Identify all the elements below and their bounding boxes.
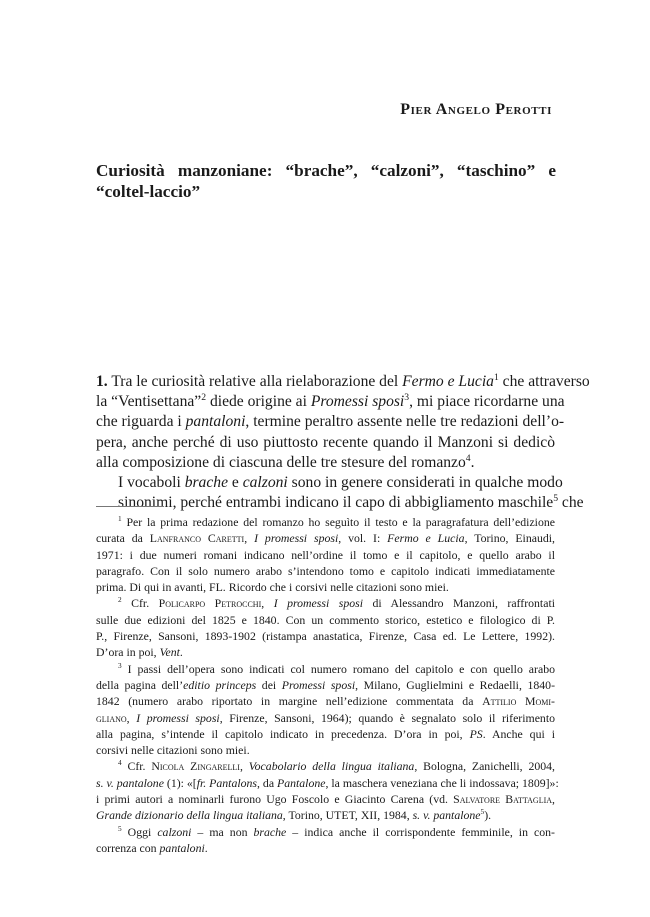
footnote-number: 5 <box>118 823 122 833</box>
footnote-number: 1 <box>118 514 122 524</box>
footnote-line: $^4$ Cfr. Nicola Zingarelli, Vocabolario della lingua italiana, Bologna, Zanichelli, 2004, <box>118 758 555 774</box>
article-title: Curiosità manzoniane: “brache”, “calzoni”, “taschino” e “coltel-laccio” <box>96 161 556 201</box>
footnote-line: P., Firenze, Sansoni, 1893-1902 (ristampa anastatica, Firenze, Casa ed. Le Lettere, 1992). <box>96 629 555 644</box>
footnote-separator <box>96 506 164 507</box>
footnote-4 <box>96 758 559 823</box>
footnote-line: $^1$ Per la prima redazione del romanzo ho seguìto il testo e la paragrafatura dell’edizione <box>118 514 555 529</box>
footnote-line: gliano, I promessi sposi, Firenze, Sansoni, 1964); quando è segnalato solo il riferimento <box>96 710 556 725</box>
article-body <box>96 371 590 513</box>
body-line: che riguarda i pantaloni, termine peraltro assente nelle tre redazioni dell’o- <box>96 413 565 431</box>
footnote-line: $^5$ Oggi calzoni – ma non brache – indica anche il corrispondente femminile, in con- <box>118 823 555 839</box>
body-line: pera, anche perché di uso piuttosto recente quando il Manzoni si dedicò <box>96 433 555 451</box>
article-author: Pier Angelo Perotti <box>400 101 552 118</box>
body-line: alla composizione di ciascuna delle tre stesure del romanzo$^4$. <box>96 452 475 471</box>
footnote-line: $^2$ Cfr. Policarpo Petrocchi, I promessi sposi di Alessandro Manzoni, raffrontati <box>118 595 555 611</box>
body-line: I vocaboli brache e calzoni sono in genere considerati in qualche modo <box>118 474 563 492</box>
footnote-1 <box>96 514 555 595</box>
footnotes <box>96 514 559 856</box>
footnote-line: 1842 (numero arabo riportato in margine nell’edizione commentata da Attilio Momi- <box>96 694 555 709</box>
footnote-line: corsivi nelle citazioni sono miei. <box>96 743 250 758</box>
body-line: la “Ventisettana”$^2$ diede origine ai Promessi sposi$^3$, mi piace ricordarne una <box>96 392 565 411</box>
footnote-line: s. v. pantalone (1): «[fr. Pantalons, da Pantalone, la maschera veneziana che li indossava; 1809]»: <box>96 775 559 790</box>
footnote-line: D’ora in poi, Vent. <box>96 645 183 660</box>
footnote-3 <box>96 661 555 759</box>
footnote-line: paragrafo. Con il solo numero arabo s’intendono tomo e capitolo indicati immediatamente <box>96 563 555 578</box>
footnote-number: 2 <box>118 595 122 605</box>
footnote-line: della pagina dell’editio princeps dei Promessi sposi, Milano, Guglielmini e Redaelli, 1840- <box>96 677 555 692</box>
footnote-line: correnza con pantaloni. <box>96 840 208 855</box>
footnote-5 <box>96 824 555 857</box>
footnote-number: 3 <box>118 660 122 670</box>
body-line: sinonimi, perché entrambi indicano il capo di abbigliamento maschile$^5$ che <box>118 493 584 512</box>
footnote-line: prima. Di qui in avanti, FL. Ricordo che i corsivi nelle citazioni sono miei. <box>96 580 449 595</box>
body-paragraph-2 <box>96 473 584 513</box>
footnote-line: curata da Lanfranco Caretti, I promessi sposi, vol. I: Fermo e Lucia, Torino, Einaudi, <box>96 531 555 546</box>
footnote-number: 4 <box>118 758 122 768</box>
body-paragraph-1 <box>96 371 590 473</box>
footnote-line: alla pagina, s’intende il capitolo indicato in precedenza. D’ora in poi, PS. Anche qui i <box>96 726 555 741</box>
footnote-line: sulle due edizioni del 1825 e 1840. Con un commento storico, estetico e filologico di P. <box>96 612 555 627</box>
footnote-line: $^3$ I passi dell’opera sono indicati col numero romano del capitolo e con quello arabo <box>118 660 555 676</box>
footnote-line: Grande dizionario della lingua italiana, Torino, UTET, XII, 1984, s. v. pantalone$^5$). <box>96 807 492 823</box>
footnote-2 <box>96 595 555 660</box>
footnote-line: 1971: i due numeri romani indicano nell’ordine il tomo e il capitolo, e quello arabo il <box>96 547 555 562</box>
body-line: 1. Tra le curiosità relative alla rielaborazione del Fermo e Lucia$^1$ che attraverso <box>96 371 590 390</box>
footnote-line: i primi autori a nominarli furono Ugo Foscolo e Giacinto Carena (vd. Salvatore Battaglia, <box>96 792 555 807</box>
